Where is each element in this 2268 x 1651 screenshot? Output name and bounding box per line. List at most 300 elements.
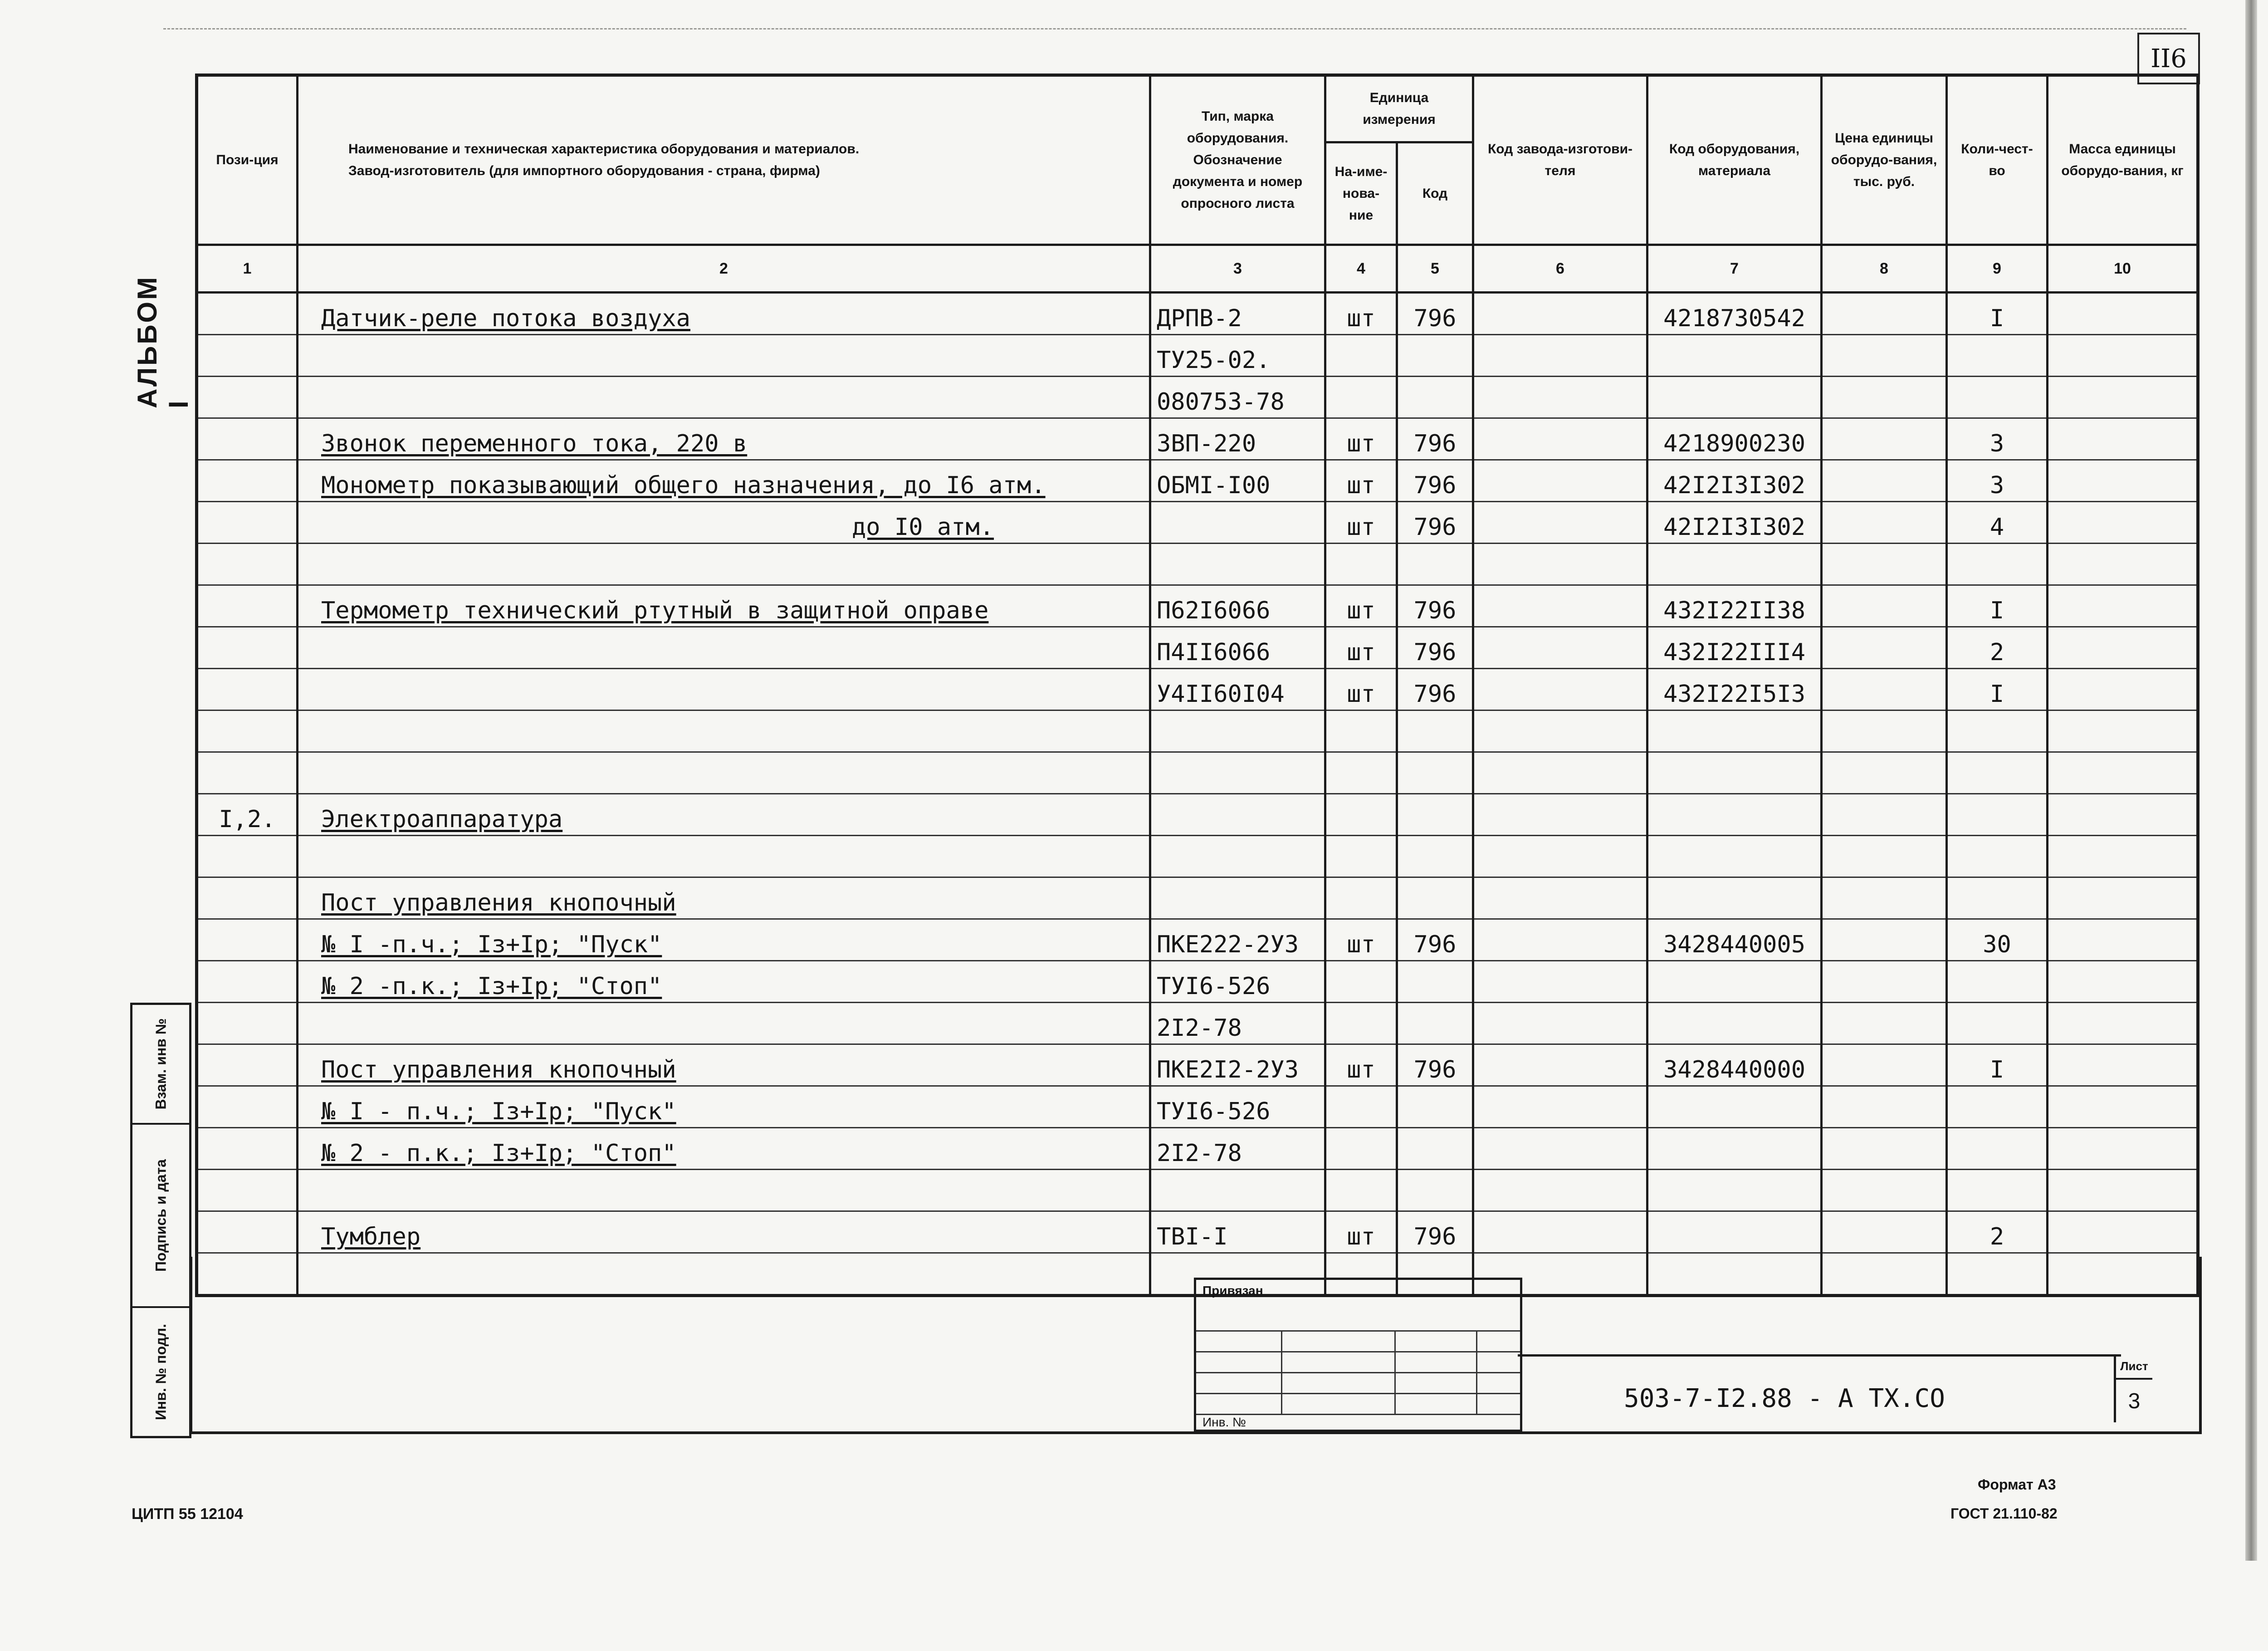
- row-type-text: ОБМI-I00: [1157, 472, 1271, 499]
- row-price: [1822, 460, 1947, 502]
- row-equipment-code: [1647, 1044, 1822, 1086]
- row-name: [298, 1044, 1150, 1086]
- row-quantity: [1947, 710, 2048, 752]
- row-position: [197, 710, 298, 752]
- row-unit-code: [1397, 293, 1473, 335]
- row-plant-code: [1473, 1003, 1647, 1044]
- row-unit-code-text: 796: [1413, 472, 1457, 499]
- row-mass: [2048, 1128, 2198, 1170]
- row-plant-code: [1473, 1086, 1647, 1128]
- header-plant-code: Код завода-изготови-теля: [1473, 75, 1647, 245]
- row-unit: [1325, 1003, 1397, 1044]
- row-unit: [1325, 1211, 1397, 1253]
- row-mass: [2048, 919, 2198, 961]
- row-unit: [1325, 460, 1397, 502]
- header-unit: Единица измерения: [1325, 75, 1473, 142]
- row-name-text: Термометр технический ртутный в защитной оправе: [321, 597, 989, 624]
- table-row: [197, 1044, 2198, 1086]
- row-position: [197, 377, 298, 418]
- row-equipment-code-text: 432I22I5I3: [1663, 681, 1806, 708]
- row-equipment-code-text: 4218900230: [1663, 430, 1806, 457]
- column-number: 3: [1150, 245, 1325, 293]
- row-name: [298, 627, 1150, 669]
- row-type-text: 2I2-78: [1157, 1014, 1242, 1042]
- row-equipment-code: [1647, 1170, 1822, 1211]
- privyazan-block: [1194, 1278, 1522, 1432]
- row-type: [1150, 1211, 1325, 1253]
- row-unit-text: шт: [1347, 681, 1375, 708]
- row-price: [1822, 669, 1947, 710]
- row-name: [298, 752, 1150, 794]
- format-label: Формат А3: [1978, 1476, 2056, 1493]
- row-name: [298, 544, 1150, 585]
- row-plant-code: [1473, 669, 1647, 710]
- row-unit: [1325, 544, 1397, 585]
- gost-label: ГОСТ 21.110-82: [1950, 1505, 2058, 1522]
- row-mass: [2048, 627, 2198, 669]
- row-quantity: [1947, 669, 2048, 710]
- row-equipment-code: [1647, 752, 1822, 794]
- row-price: [1822, 919, 1947, 961]
- row-position: [197, 1211, 298, 1253]
- row-plant-code: [1473, 919, 1647, 961]
- row-position: [197, 460, 298, 502]
- row-unit-code-text: 796: [1413, 681, 1457, 708]
- row-quantity: [1947, 1128, 2048, 1170]
- row-name: [298, 460, 1150, 502]
- row-mass: [2048, 293, 2198, 335]
- row-unit: [1325, 627, 1397, 669]
- row-position: [197, 1086, 298, 1128]
- row-unit: [1325, 1128, 1397, 1170]
- row-mass: [2048, 1044, 2198, 1086]
- row-unit: [1325, 1044, 1397, 1086]
- side-stamp-original-inv: Инв. № подл.: [152, 1323, 169, 1421]
- row-quantity: [1947, 752, 2048, 794]
- row-position: [197, 1044, 298, 1086]
- table-row: [197, 544, 2198, 585]
- row-price: [1822, 1044, 1947, 1086]
- row-unit-code: [1397, 1003, 1473, 1044]
- row-name-text: Монометр показывающий общего назначения, до I6 атм.: [321, 472, 1046, 499]
- row-quantity-text: I: [1989, 305, 2004, 332]
- row-type: [1150, 961, 1325, 1003]
- row-mass: [2048, 1211, 2198, 1253]
- row-mass: [2048, 585, 2198, 627]
- table-row: [197, 1128, 2198, 1170]
- header-price: Цена единицы оборудо-вания, тыс. руб.: [1822, 75, 1947, 245]
- row-quantity: [1947, 1170, 2048, 1211]
- row-unit-code-text: 796: [1413, 430, 1457, 457]
- row-unit: [1325, 502, 1397, 544]
- column-number: 8: [1822, 245, 1947, 293]
- table-row: [197, 669, 2198, 710]
- row-unit-code: [1397, 585, 1473, 627]
- row-mass: [2048, 961, 2198, 1003]
- row-mass: [2048, 794, 2198, 836]
- row-unit: [1325, 752, 1397, 794]
- table-row: [197, 460, 2198, 502]
- row-name-text: № I -п.ч.; Iз+Iр; "Пуск": [321, 931, 662, 958]
- row-name-text: Пост управления кнопочный: [321, 889, 676, 916]
- row-unit-code-text: 796: [1413, 514, 1457, 541]
- row-plant-code: [1473, 752, 1647, 794]
- row-equipment-code-text: 4218730542: [1663, 305, 1806, 332]
- row-name: [298, 293, 1150, 335]
- header-name: [298, 75, 1150, 245]
- row-quantity: [1947, 627, 2048, 669]
- row-position: [197, 585, 298, 627]
- row-name-text: до I0 атм.: [852, 514, 994, 541]
- row-plant-code: [1473, 293, 1647, 335]
- column-number: 4: [1325, 245, 1397, 293]
- header-unit-code: Код: [1397, 142, 1473, 245]
- column-number: 2: [298, 245, 1150, 293]
- row-equipment-code-text: 432I22II38: [1663, 597, 1806, 624]
- row-type-text: ТУ25-02.: [1157, 347, 1271, 374]
- row-unit-code-text: 796: [1413, 1056, 1457, 1083]
- row-unit-code: [1397, 544, 1473, 585]
- row-mass: [2048, 669, 2198, 710]
- row-equipment-code: [1647, 794, 1822, 836]
- side-stamp: [130, 1003, 191, 1438]
- row-type-text: ТВI-I: [1157, 1223, 1228, 1250]
- table-row: [197, 794, 2198, 836]
- document-designation: 503-7-I2.88 - А ТХ.СО: [1624, 1384, 1945, 1413]
- table-row: [197, 1211, 2198, 1253]
- table-row: [197, 627, 2198, 669]
- row-type: [1150, 418, 1325, 460]
- row-plant-code: [1473, 627, 1647, 669]
- sheet-number: 3: [2128, 1389, 2141, 1413]
- row-name: [298, 418, 1150, 460]
- row-mass: [2048, 1086, 2198, 1128]
- row-unit: [1325, 961, 1397, 1003]
- row-mass: [2048, 836, 2198, 877]
- row-price: [1822, 961, 1947, 1003]
- row-type: [1150, 627, 1325, 669]
- row-unit-code-text: 796: [1413, 931, 1457, 958]
- row-equipment-code: [1647, 1211, 1822, 1253]
- row-position: [197, 335, 298, 377]
- row-mass: [2048, 1170, 2198, 1211]
- row-position: [197, 1170, 298, 1211]
- row-price: [1822, 1211, 1947, 1253]
- row-quantity-text: I: [1989, 597, 2004, 624]
- row-unit-text: шт: [1347, 597, 1375, 624]
- row-equipment-code: [1647, 710, 1822, 752]
- row-type-text: ТУI6-526: [1157, 973, 1271, 1000]
- row-price: [1822, 794, 1947, 836]
- row-position: [197, 627, 298, 669]
- header-type: Тип, марка оборудования. Обозначение документа и номер опросного листа: [1150, 75, 1325, 245]
- column-number: 5: [1397, 245, 1473, 293]
- row-position: [197, 836, 298, 877]
- row-type: [1150, 377, 1325, 418]
- row-mass: [2048, 877, 2198, 919]
- printer-label: ЦИТП 55 12104: [132, 1505, 243, 1523]
- row-equipment-code-text: 42I2I3I302: [1663, 472, 1806, 499]
- row-equipment-code-text: 3428440005: [1663, 931, 1806, 958]
- row-mass: [2048, 710, 2198, 752]
- row-plant-code: [1473, 377, 1647, 418]
- row-name: [298, 919, 1150, 961]
- row-name: [298, 335, 1150, 377]
- row-equipment-code: [1647, 418, 1822, 460]
- sheet-label: Лист: [2116, 1354, 2152, 1380]
- column-number: 6: [1473, 245, 1647, 293]
- row-quantity: [1947, 1003, 2048, 1044]
- row-type-text: ЗВП-220: [1157, 430, 1256, 457]
- row-unit-code: [1397, 627, 1473, 669]
- row-mass: [2048, 377, 2198, 418]
- row-equipment-code: [1647, 836, 1822, 877]
- row-price: [1822, 377, 1947, 418]
- row-name: [298, 1170, 1150, 1211]
- row-type-text: П4II6066: [1157, 639, 1271, 666]
- row-type-text: 080753-78: [1157, 388, 1285, 416]
- row-name: [298, 794, 1150, 836]
- header-unit-name: На-име-нова-ние: [1325, 142, 1397, 245]
- row-type: [1150, 1086, 1325, 1128]
- row-unit: [1325, 1170, 1397, 1211]
- row-unit-text: шт: [1347, 472, 1375, 499]
- row-price: [1822, 335, 1947, 377]
- row-unit-code: [1397, 1044, 1473, 1086]
- row-quantity: [1947, 877, 2048, 919]
- row-unit-code: [1397, 669, 1473, 710]
- page-number: II6: [2137, 33, 2200, 84]
- row-unit: [1325, 836, 1397, 877]
- row-price: [1822, 836, 1947, 877]
- row-name: [298, 710, 1150, 752]
- row-plant-code: [1473, 877, 1647, 919]
- row-type: [1150, 502, 1325, 544]
- row-unit-code: [1397, 710, 1473, 752]
- row-equipment-code: [1647, 502, 1822, 544]
- row-position: [197, 293, 298, 335]
- row-unit-code: [1397, 418, 1473, 460]
- row-plant-code: [1473, 836, 1647, 877]
- row-mass: [2048, 418, 2198, 460]
- row-unit-text: шт: [1347, 639, 1375, 666]
- table-row: [197, 710, 2198, 752]
- row-type-text: У4II60I04: [1157, 681, 1285, 708]
- row-equipment-code: [1647, 544, 1822, 585]
- row-position: [197, 544, 298, 585]
- row-type: [1150, 335, 1325, 377]
- row-equipment-code-text: 432I22III4: [1663, 639, 1806, 666]
- row-equipment-code: [1647, 1003, 1822, 1044]
- side-stamp-signature-date: Подпись и дата: [132, 1125, 189, 1308]
- row-name: [298, 502, 1150, 544]
- row-quantity-text: 4: [1989, 514, 2004, 541]
- row-plant-code: [1473, 502, 1647, 544]
- row-name: [298, 1086, 1150, 1128]
- row-name: [298, 836, 1150, 877]
- row-equipment-code: [1647, 335, 1822, 377]
- row-unit: [1325, 335, 1397, 377]
- row-name: [298, 1003, 1150, 1044]
- row-quantity: [1947, 836, 2048, 877]
- row-unit: [1325, 710, 1397, 752]
- row-unit-code: [1397, 1170, 1473, 1211]
- row-position: [197, 877, 298, 919]
- row-type: [1150, 1003, 1325, 1044]
- row-quantity-text: 30: [1983, 931, 2011, 958]
- row-type: [1150, 752, 1325, 794]
- row-name: [298, 377, 1150, 418]
- row-quantity: [1947, 335, 2048, 377]
- row-plant-code: [1473, 544, 1647, 585]
- row-type: [1150, 794, 1325, 836]
- row-quantity: [1947, 794, 2048, 836]
- row-quantity: [1947, 502, 2048, 544]
- row-type: [1150, 919, 1325, 961]
- row-plant-code: [1473, 1044, 1647, 1086]
- row-equipment-code: [1647, 919, 1822, 961]
- row-price: [1822, 585, 1947, 627]
- row-position: [197, 919, 298, 961]
- row-quantity: [1947, 1086, 2048, 1128]
- top-edge-line: [163, 28, 2186, 29]
- table-row: [197, 1003, 2198, 1044]
- row-quantity: [1947, 544, 2048, 585]
- table-row: [197, 919, 2198, 961]
- row-unit: [1325, 293, 1397, 335]
- column-number: 7: [1647, 245, 1822, 293]
- row-unit-text: шт: [1347, 931, 1375, 958]
- row-equipment-code-text: 3428440000: [1663, 1056, 1806, 1083]
- row-unit: [1325, 377, 1397, 418]
- row-price: [1822, 1003, 1947, 1044]
- row-name-text: Электроаппаратура: [321, 806, 563, 833]
- row-unit-text: шт: [1347, 514, 1375, 541]
- row-type-text: ПКЕ2I2-2У3: [1157, 1056, 1299, 1083]
- row-unit-code-text: 796: [1413, 639, 1457, 666]
- sheet-box: [2114, 1354, 2152, 1422]
- row-price: [1822, 544, 1947, 585]
- header-name-line2: Завод-изготовитель (для импортного оборудования - страна, фирма): [348, 163, 820, 178]
- row-quantity: [1947, 1044, 2048, 1086]
- row-plant-code: [1473, 335, 1647, 377]
- row-equipment-code: [1647, 377, 1822, 418]
- row-quantity: [1947, 585, 2048, 627]
- header-qty: Коли-чест-во: [1947, 75, 2048, 245]
- binding-edge: [2245, 0, 2257, 1561]
- title-block-line: [1518, 1354, 2121, 1357]
- inventory-number-label: Инв. №: [1202, 1415, 1246, 1429]
- row-plant-code: [1473, 418, 1647, 460]
- row-name: [298, 1211, 1150, 1253]
- table-row: [197, 1170, 2198, 1211]
- row-quantity-text: 3: [1989, 430, 2004, 457]
- row-position: [197, 1128, 298, 1170]
- row-type: [1150, 585, 1325, 627]
- row-equipment-code: [1647, 1086, 1822, 1128]
- row-price: [1822, 1086, 1947, 1128]
- row-position: [197, 669, 298, 710]
- row-type: [1150, 710, 1325, 752]
- table-row: [197, 752, 2198, 794]
- row-quantity-text: I: [1989, 1056, 2004, 1083]
- row-type-text: ТУI6-526: [1157, 1098, 1271, 1125]
- row-unit: [1325, 669, 1397, 710]
- row-type: [1150, 1044, 1325, 1086]
- table-row: [197, 877, 2198, 919]
- row-type-text: ПКЕ222-2У3: [1157, 931, 1299, 958]
- row-name: [298, 877, 1150, 919]
- row-unit: [1325, 877, 1397, 919]
- table-row: [197, 335, 2198, 377]
- row-unit-code: [1397, 752, 1473, 794]
- row-equipment-code: [1647, 877, 1822, 919]
- row-quantity-text: 2: [1989, 639, 2004, 666]
- row-unit-code: [1397, 794, 1473, 836]
- row-equipment-code: [1647, 1128, 1822, 1170]
- row-name-text: № 2 -п.к.; Iз+Iр; "Стоп": [321, 973, 662, 1000]
- row-price: [1822, 418, 1947, 460]
- row-unit-text: шт: [1347, 305, 1375, 332]
- side-stamp-replaced-inv: Взам. инв №: [132, 1005, 189, 1125]
- row-mass: [2048, 460, 2198, 502]
- row-name-text: Датчик-реле потока воздуха: [321, 305, 690, 332]
- row-position: [197, 1003, 298, 1044]
- row-position: [197, 502, 298, 544]
- row-unit-code: [1397, 502, 1473, 544]
- row-equipment-code: [1647, 585, 1822, 627]
- row-mass: [2048, 1003, 2198, 1044]
- row-unit: [1325, 1086, 1397, 1128]
- row-position: [197, 794, 298, 836]
- column-number: 9: [1947, 245, 2048, 293]
- row-type: [1150, 1128, 1325, 1170]
- row-plant-code: [1473, 1170, 1647, 1211]
- row-price: [1822, 710, 1947, 752]
- row-quantity: [1947, 961, 2048, 1003]
- row-equipment-code: [1647, 961, 1822, 1003]
- row-name-text: № 2 - п.к.; Iз+Iр; "Стоп": [321, 1140, 676, 1167]
- row-type: [1150, 836, 1325, 877]
- row-equipment-code: [1647, 627, 1822, 669]
- row-type-text: ДРПВ-2: [1157, 305, 1242, 332]
- table-row: [197, 377, 2198, 418]
- privyazan-label: Привязан: [1196, 1280, 1520, 1332]
- row-name-text: Пост управления кнопочный: [321, 1056, 676, 1083]
- row-position: [197, 752, 298, 794]
- row-unit: [1325, 919, 1397, 961]
- row-name: [298, 1128, 1150, 1170]
- row-unit-code: [1397, 460, 1473, 502]
- row-type: [1150, 1170, 1325, 1211]
- row-unit-code: [1397, 1128, 1473, 1170]
- row-unit-code-text: 796: [1413, 1223, 1457, 1250]
- row-unit-code: [1397, 877, 1473, 919]
- row-type-text: 2I2-78: [1157, 1140, 1242, 1167]
- row-quantity: [1947, 919, 2048, 961]
- table-row: [197, 1086, 2198, 1128]
- row-type: [1150, 877, 1325, 919]
- header-mass: Масса единицы оборудо-вания, кг: [2048, 75, 2198, 245]
- row-unit-text: шт: [1347, 1056, 1375, 1083]
- row-plant-code: [1473, 585, 1647, 627]
- row-unit-code-text: 796: [1413, 597, 1457, 624]
- row-type: [1150, 669, 1325, 710]
- album-label: АЛЬБОМ I: [132, 275, 194, 408]
- row-mass: [2048, 544, 2198, 585]
- row-type: [1150, 460, 1325, 502]
- row-type: [1150, 544, 1325, 585]
